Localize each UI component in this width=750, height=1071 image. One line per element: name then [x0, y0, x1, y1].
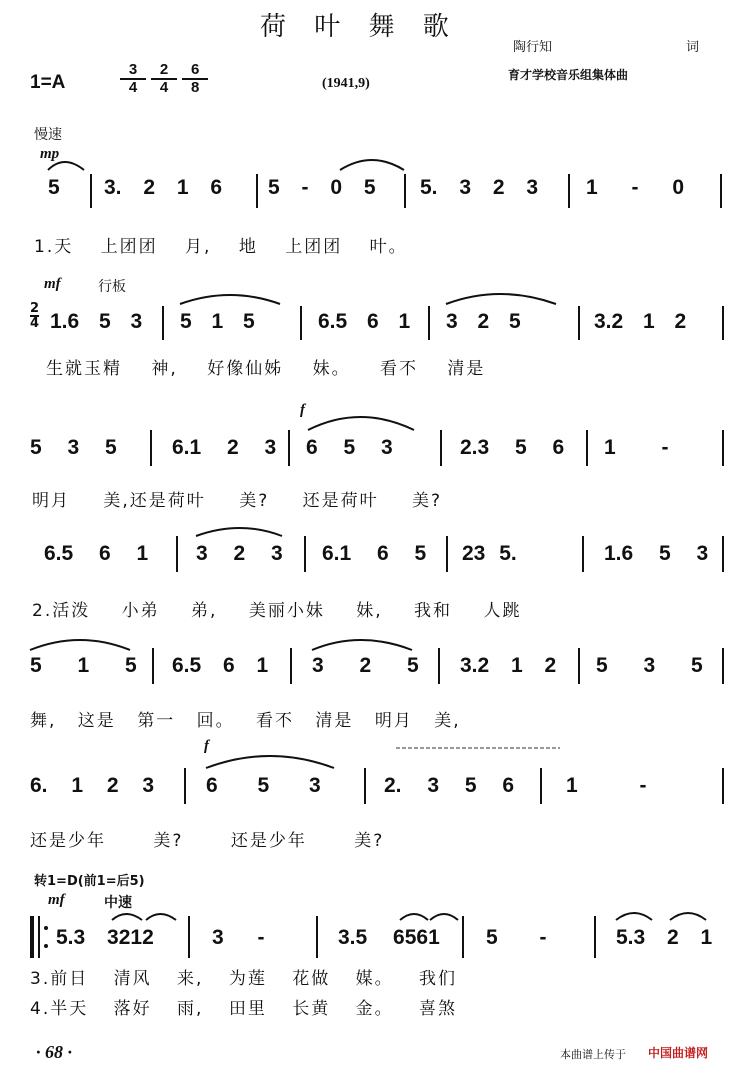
measure-notes: 5 1 5: [30, 654, 137, 677]
dynamic-marking: mf: [44, 276, 61, 292]
page-number: · 68 ·: [36, 1042, 72, 1062]
time-signature: $\frac{2}{4}$: [151, 62, 177, 96]
measure-notes: 5.3 2 1: [616, 926, 713, 949]
dynamic-marking: f: [204, 738, 209, 754]
measure-notes: 6. 1 2 3: [30, 774, 155, 797]
measure-notes: 23 5.: [462, 542, 517, 565]
song-title: 荷 叶 舞 歌: [260, 12, 459, 42]
measure-notes: 1 - 0: [586, 176, 685, 199]
time-signature: $\frac{3}{4}$: [120, 62, 146, 96]
site-logo[interactable]: 中国曲谱网: [648, 1046, 709, 1060]
composer-credit: 育才学校音乐组集体曲: [508, 68, 629, 82]
lyrics-line: 2.活泼 小弟 弟, 美丽小妹 妹, 我和 人跳: [32, 601, 522, 621]
lyrics-line: 生就玉精 神, 好像仙姊 妹。 看不 清是: [46, 359, 486, 379]
measure-notes: 5: [48, 176, 60, 199]
measure-notes: 3 2 5: [312, 654, 419, 677]
key-signature: 1=A: [30, 72, 66, 93]
measure-notes: 6.5 6 1: [172, 654, 269, 677]
measure-notes: 6.5 6 1: [44, 542, 149, 565]
upload-note: 本曲谱上传于: [560, 1048, 626, 1061]
measure-notes: 3. 2 1 6: [104, 176, 223, 199]
lyricist-name: 陶行知: [513, 40, 553, 55]
lyrics-line: 1.天 上团团 月, 地 上团团 叶。: [34, 237, 408, 257]
measure-notes: 1 -: [604, 436, 669, 459]
measure-notes: 1.6 5 3: [604, 542, 709, 565]
measure-notes: 5 3 5: [30, 436, 117, 459]
modulation-marking: 转1=D(前1=后5): [34, 874, 145, 889]
measure-notes: 2.3 5 6: [460, 436, 565, 459]
measure-notes: 6 5 3: [306, 436, 393, 459]
measure-notes: 6 5 3: [206, 774, 321, 797]
measure-notes: 3 2 5: [446, 310, 521, 333]
dynamic-marking: f: [300, 402, 305, 418]
measure-notes: 6.5 6 1: [318, 310, 411, 333]
measure-notes: 3.2 1 2: [594, 310, 687, 333]
tempo-marking: 慢速: [34, 127, 62, 143]
measure-notes: 3 2 3: [196, 542, 283, 565]
time-signature: 2 4: [30, 301, 40, 331]
tempo-marking: 行板: [98, 279, 126, 295]
lyrics-line: 3.前日 清风 来, 为莲 花做 媒。 我们: [30, 969, 458, 989]
measure-notes: 3 -: [212, 926, 265, 949]
measure-notes: 6.1 6 5: [322, 542, 427, 565]
lyrics-line: 4.半天 落好 雨, 田里 长黄 金。 喜煞: [30, 999, 458, 1019]
composition-date: (1941,9): [322, 76, 370, 91]
lyrics-line: 还是少年 美? 还是少年 美?: [30, 831, 385, 851]
measure-notes: 5.3 3212: [56, 926, 154, 949]
lyrics-line: 明月 美,还是荷叶 美? 还是荷叶 美?: [32, 491, 443, 511]
dynamic-marking: mp: [40, 146, 60, 162]
dynamic-marking: mf: [48, 892, 65, 908]
measure-notes: 2. 3 5 6: [384, 774, 515, 797]
measure-notes: 1 -: [566, 774, 647, 797]
measure-notes: 5. 3 2 3: [420, 176, 539, 199]
time-signature: $\frac{6}{8}$: [182, 62, 208, 96]
measure-notes: 3.5 6561: [338, 926, 440, 949]
measure-notes: 5 3 5: [596, 654, 703, 677]
tempo-marking: 中速: [104, 895, 132, 911]
lyrics-line: 舞, 这是 第一 回。 看不 清是 明月 美,: [30, 711, 461, 731]
measure-notes: 6.1 2 3: [172, 436, 277, 459]
measure-notes: 5 -: [486, 926, 547, 949]
measure-notes: 5 - 0 5: [268, 176, 376, 199]
measure-notes: 3.2 1 2: [460, 654, 557, 677]
measure-notes: 1.6 5 3: [50, 310, 143, 333]
lyricist-suffix: 词: [686, 40, 700, 55]
measure-notes: 5 1 5: [180, 310, 255, 333]
